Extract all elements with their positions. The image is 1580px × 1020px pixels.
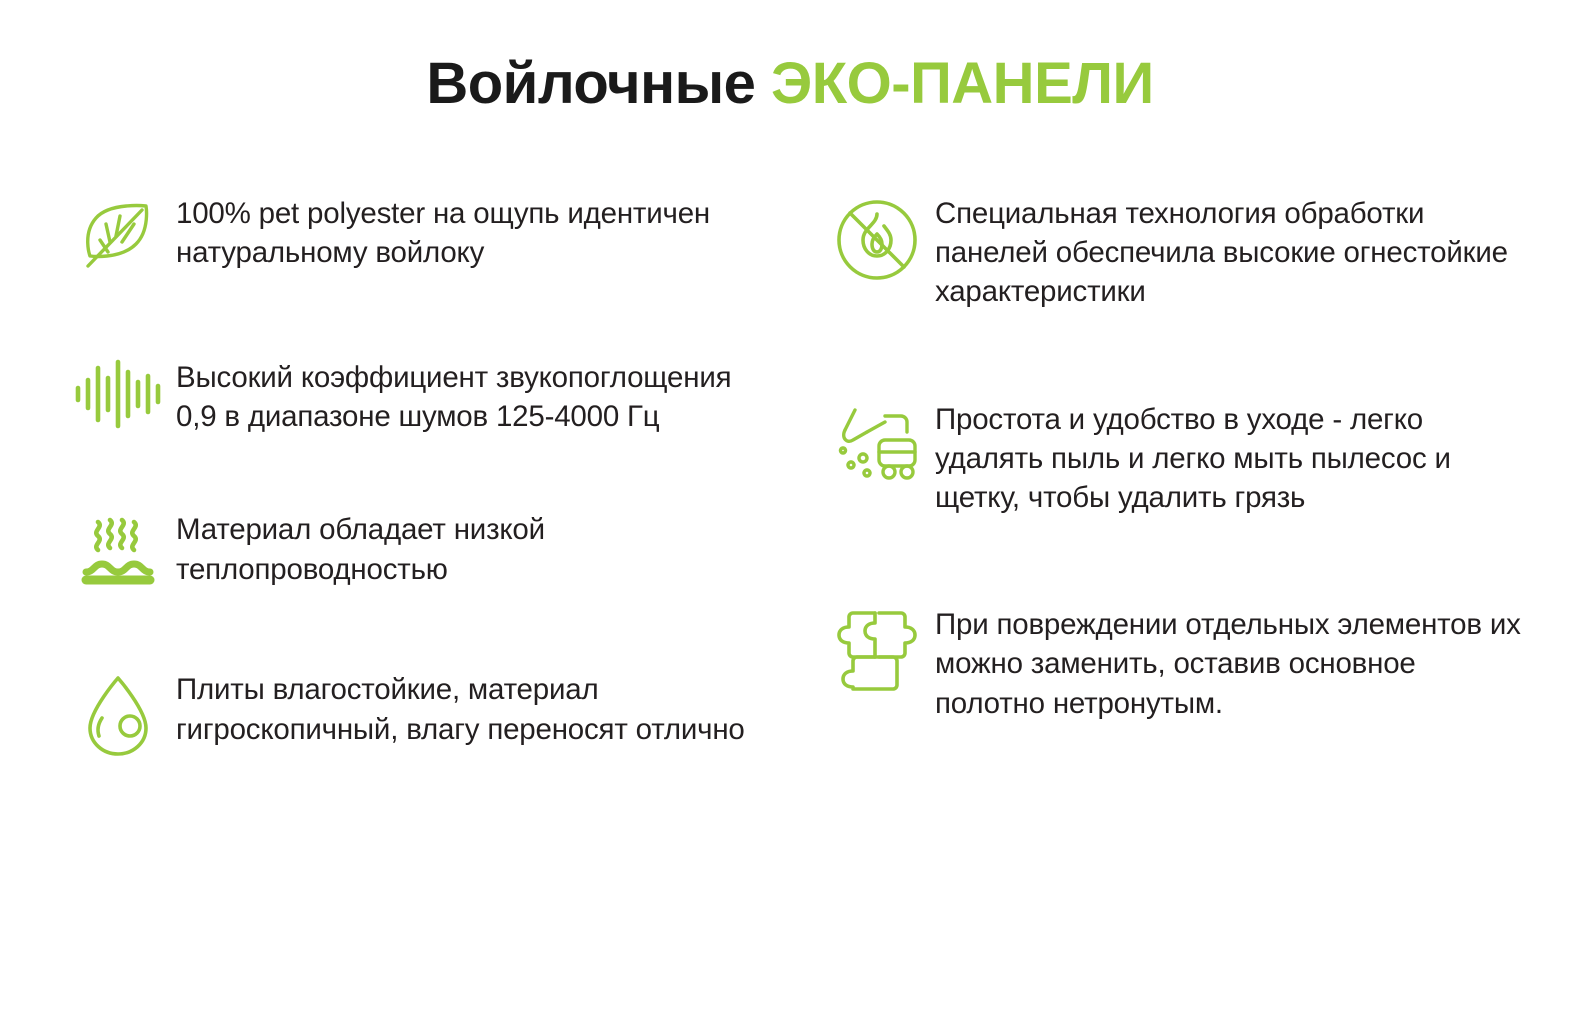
feature-item [819,192,1522,312]
feature-text: Материал обладает низкой теплопроводностью [176,513,545,586]
feature-text: Плиты влагостойкие, материал гигроскопичный, влагу переносят отлично [176,673,745,746]
features-column-right [791,192,1522,762]
water-drop-icon [60,668,176,762]
page-title-dark: Войлочные [426,51,772,116]
features-column-left [60,192,791,762]
vacuum-cleaner-icon [819,398,935,492]
feature-item [60,508,791,594]
page-title [0,0,1580,116]
feature-item [60,192,791,278]
feature-item [819,603,1522,723]
heat-insulation-icon [60,508,176,594]
feature-text: Простота и удобство в уходе - легко удалять пыль и легко мыть пылесос и щетку, чтобы удалить грязь [935,402,1451,514]
page-title-accent: ЭКО-ПАНЕЛИ [771,51,1154,116]
feature-item [819,398,1522,518]
feature-text: 100% pet polyester на ощупь идентичен натуральному войлоку [176,196,710,270]
feature-item [60,356,791,436]
sound-wave-icon [60,356,176,430]
leaf-icon [60,192,176,278]
feature-text: При повреждении отдельных элементов их можно заменить, оставив основное полотно нетронутым. [935,608,1521,720]
no-fire-icon [819,192,935,286]
feature-text: Специальная технология обработки панелей обеспечила высокие огнестойкие характеристики [935,196,1508,309]
feature-item [60,668,791,762]
feature-text: Высокий коэффициент звукопоглощения 0,9 в диапазоне шумов 125-4000 Гц [176,360,732,434]
features-columns [0,192,1580,762]
puzzle-icon [819,603,935,697]
